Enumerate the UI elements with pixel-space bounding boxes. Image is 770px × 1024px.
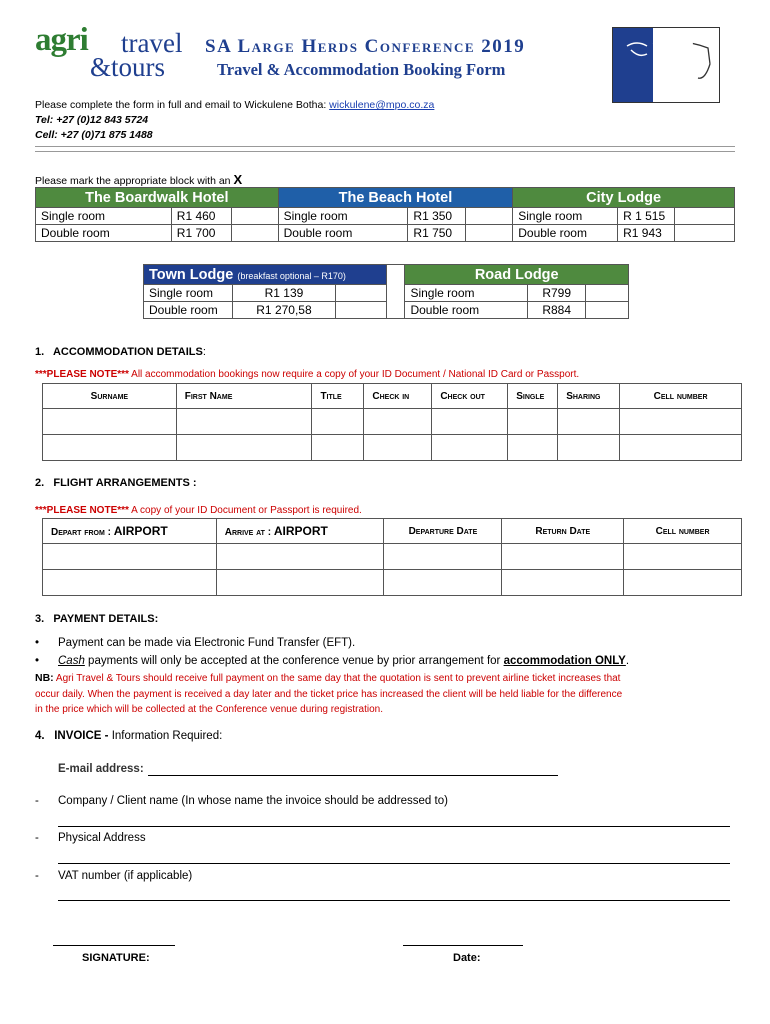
payment-bullet-eft: • Payment can be made via Electronic Fund Transfer (EFT).	[35, 637, 356, 649]
payment-bullet-cash: • Cash payments will only be accepted at the conference venue by prior arrangement for accommodation ONLY.	[35, 655, 630, 667]
room-type: Double room	[278, 225, 408, 242]
room-price: R 1 515	[618, 208, 675, 225]
mark-box[interactable]	[466, 225, 513, 242]
room-price: R1 750	[408, 225, 466, 242]
room-price: R1 943	[618, 225, 675, 242]
col-sharing: Sharing	[558, 384, 620, 409]
input-cell[interactable]	[384, 570, 502, 596]
input-cell[interactable]	[620, 409, 742, 435]
intro-instruction: Please complete the form in full and email to Wickulene Botha:	[35, 99, 330, 111]
hotel-name-boardwalk: The Boardwalk Hotel	[36, 188, 279, 208]
email-address-field[interactable]	[148, 775, 558, 776]
section-flight-title: 2. FLIGHT ARRANGEMENTS :	[35, 477, 197, 489]
input-cell[interactable]	[432, 435, 508, 461]
cell-number: Cell: +27 (0)71 875 1488	[35, 129, 153, 141]
mark-box[interactable]	[335, 285, 386, 302]
date-label: Date:	[453, 952, 481, 964]
col-surname: Surname	[43, 384, 177, 409]
logo-tours: &tours	[90, 52, 166, 82]
spacer-cell	[387, 265, 405, 319]
room-type: Double room	[405, 302, 528, 319]
input-cell[interactable]	[620, 435, 742, 461]
input-cell[interactable]	[364, 435, 432, 461]
mark-box[interactable]	[585, 285, 628, 302]
mark-box[interactable]	[675, 208, 735, 225]
input-cell[interactable]	[216, 570, 384, 596]
conference-title: SA Large Herds Conference 2019	[205, 36, 526, 57]
input-cell[interactable]	[43, 570, 217, 596]
input-cell[interactable]	[43, 544, 217, 570]
input-cell[interactable]	[558, 435, 620, 461]
col-first-name: First Name	[176, 384, 312, 409]
col-return-date: Return Date	[502, 519, 624, 544]
room-type: Single room	[405, 285, 528, 302]
room-type: Single room	[36, 208, 172, 225]
signature-label: SIGNATURE:	[82, 952, 150, 964]
table-row	[43, 570, 742, 596]
input-cell[interactable]	[624, 570, 742, 596]
col-departure-date: Departure Date	[384, 519, 502, 544]
mark-box[interactable]	[335, 302, 386, 319]
email-address-label: E-mail address:	[58, 763, 144, 775]
col-check-out: Check out	[432, 384, 508, 409]
section-invoice-title: 4. INVOICE - Information Required:	[35, 730, 223, 742]
col-arrive-at: Arrive at : AIRPORT	[216, 519, 384, 544]
section-payment-title: 3. PAYMENT DETAILS:	[35, 613, 159, 625]
divider	[35, 146, 735, 147]
room-type: Double room	[144, 302, 233, 319]
mark-box[interactable]	[466, 208, 513, 225]
vat-number-field[interactable]	[58, 900, 730, 901]
invoice-item-company: - Company / Client name (In whose name the invoice should be addressed to)	[35, 795, 448, 807]
input-cell[interactable]	[508, 409, 558, 435]
invoice-item-address: - Physical Address	[35, 832, 146, 844]
room-price: R1 139	[233, 285, 336, 302]
section-accommodation-title: 1. ACCOMMODATION DETAILS:	[35, 346, 206, 358]
bullet-icon: •	[35, 637, 40, 649]
date-field[interactable]	[403, 945, 523, 946]
form-title: Travel & Accommodation Booking Form	[217, 60, 506, 79]
col-cell-number: Cell number	[624, 519, 742, 544]
logo-travel: travel	[121, 28, 183, 58]
physical-address-field[interactable]	[58, 863, 730, 864]
mark-box[interactable]	[585, 302, 628, 319]
accommodation-note: ***PLEASE NOTE*** All accommodation bookings now require a copy of your ID Document / National ID Card or Passport.	[35, 369, 580, 380]
input-cell[interactable]	[312, 409, 364, 435]
input-cell[interactable]	[432, 409, 508, 435]
input-cell[interactable]	[216, 544, 384, 570]
payment-nb-note: NB: Agri Travel & Tours should receive full payment on the same day that the quotation is sent to prevent airline ticket increases that occur daily. When the payment is received a day later and the ticket price has increased the client will be held liable for the difference in the price which will be collected at the Conference venue during registration.	[35, 672, 623, 715]
mark-box[interactable]	[231, 225, 278, 242]
input-cell[interactable]	[312, 435, 364, 461]
col-depart-from: Depart from : AIRPORT	[43, 519, 217, 544]
room-type: Single room	[144, 285, 233, 302]
input-cell[interactable]	[176, 435, 312, 461]
input-cell[interactable]	[508, 435, 558, 461]
hotel-name-city-lodge: City Lodge	[513, 188, 735, 208]
company-name-field[interactable]	[58, 826, 730, 827]
flight-note: ***PLEASE NOTE*** A copy of your ID Document or Passport is required.	[35, 505, 362, 516]
tel-number: Tel: +27 (0)12 843 5724	[35, 114, 149, 126]
col-cell-number: Cell number	[620, 384, 742, 409]
input-cell[interactable]	[384, 544, 502, 570]
input-cell[interactable]	[502, 544, 624, 570]
room-type: Single room	[278, 208, 408, 225]
invoice-item-vat: - VAT number (if applicable)	[35, 870, 193, 882]
input-cell[interactable]	[502, 570, 624, 596]
mark-instruction: Please mark the appropriate block with an X	[35, 172, 243, 187]
col-single: Single	[508, 384, 558, 409]
mark-box[interactable]	[231, 208, 278, 225]
hotel-name-town-lodge: Town Lodge (breakfast optional – R170)	[144, 265, 387, 285]
accommodation-table	[42, 383, 742, 461]
flight-table	[42, 518, 742, 596]
logo-agri: agri	[35, 22, 88, 58]
hotel-table-row1	[35, 187, 735, 242]
mark-box[interactable]	[675, 225, 735, 242]
hotel-name-beach: The Beach Hotel	[278, 188, 513, 208]
room-type: Double room	[513, 225, 618, 242]
input-cell[interactable]	[43, 409, 177, 435]
intro-text	[35, 98, 434, 143]
town-lodge-note: (breakfast optional – R170)	[237, 270, 346, 281]
room-price: R1 460	[171, 208, 231, 225]
email-link[interactable]: wickulene@mpo.co.za	[329, 99, 435, 111]
table-row	[43, 409, 742, 435]
signature-field[interactable]	[53, 945, 175, 946]
agri-travel-logo	[35, 22, 185, 82]
input-cell[interactable]	[558, 409, 620, 435]
room-price: R1 270,58	[233, 302, 336, 319]
input-cell[interactable]	[176, 409, 312, 435]
room-price: R1 350	[408, 208, 466, 225]
cattle-logo-icon	[612, 27, 720, 103]
col-check-in: Check in	[364, 384, 432, 409]
table-row	[43, 544, 742, 570]
hotel-table-row2	[143, 264, 629, 319]
table-row	[43, 435, 742, 461]
input-cell[interactable]	[364, 409, 432, 435]
room-price: R1 700	[171, 225, 231, 242]
hotel-name-road-lodge: Road Lodge	[405, 265, 629, 285]
input-cell[interactable]	[43, 435, 177, 461]
divider	[35, 151, 735, 152]
col-title: Title	[312, 384, 364, 409]
room-price: R799	[528, 285, 585, 302]
room-type: Double room	[36, 225, 172, 242]
room-type: Single room	[513, 208, 618, 225]
input-cell[interactable]	[624, 544, 742, 570]
bullet-icon: •	[35, 655, 40, 667]
room-price: R884	[528, 302, 585, 319]
